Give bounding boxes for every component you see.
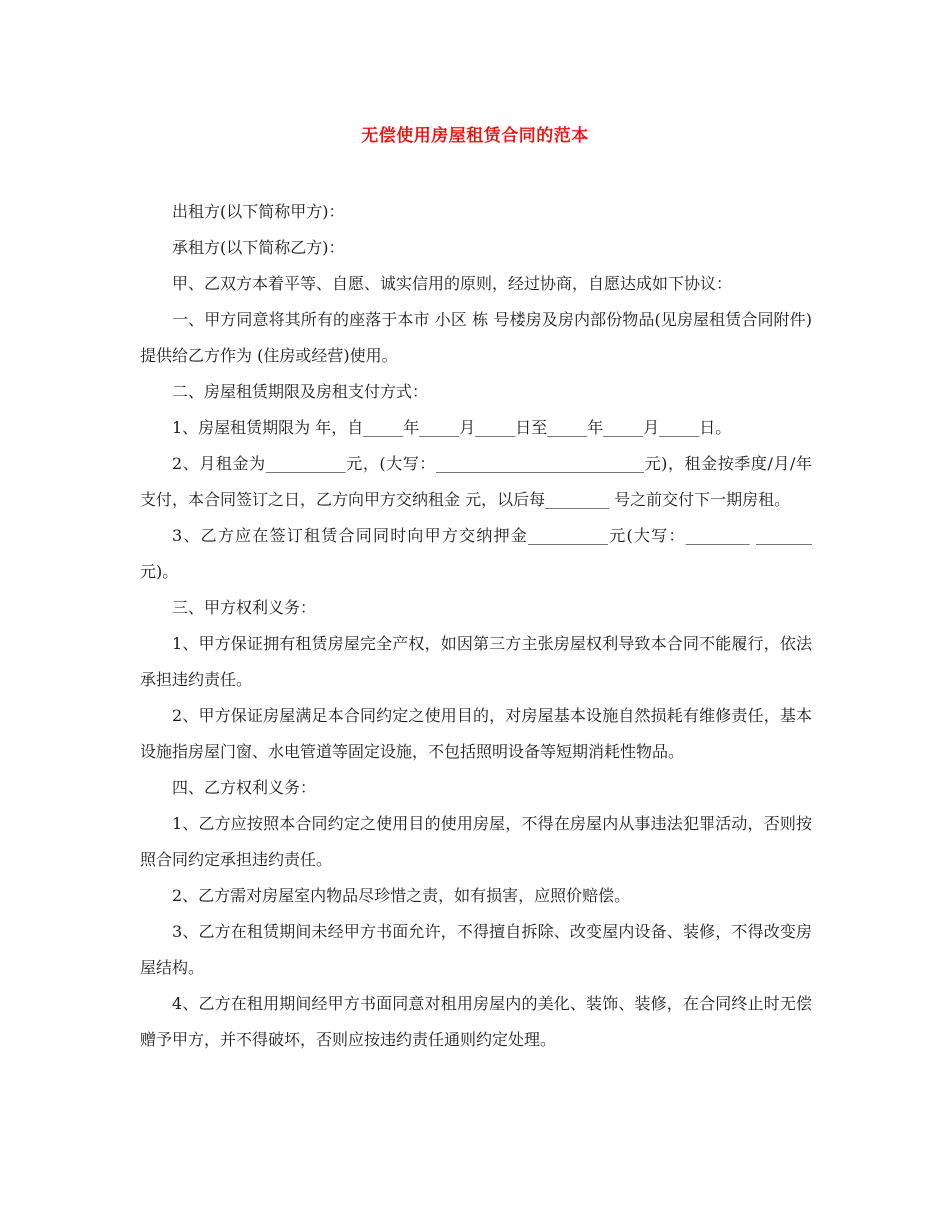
section-2-heading: 二、房屋租赁期限及房租支付方式：: [172, 382, 429, 401]
preamble-paragraph: 甲、乙双方本着平等、自愿、诚实信用的原则，经过协商，自愿达成如下协议：: [172, 274, 733, 293]
clause-3-2-paragraph: 2、甲方保证房屋满足本合同约定之使用目的，对房屋基本设施自然损耗有维修责任，基本设施指房屋门窗、水电管道等固定设施，不包括照明设备等短期消耗性物品。: [140, 706, 812, 761]
clause-2-3-paragraph: 3、乙方应在签订租赁合同同时向甲方交纳押金__________元(大写：________ _______元)。: [140, 526, 812, 581]
party-a-line: 出租方(以下简称甲方)：: [172, 202, 345, 221]
section-3-heading: 三、甲方权利义务：: [172, 598, 317, 617]
party-b-line: 承租方(以下简称乙方)：: [172, 238, 345, 257]
clause-4-4-paragraph: 4、乙方在租用期间经甲方书面同意对租用房屋内的美化、装饰、装修，在合同终止时无偿赠予甲方，并不得破坏，否则应按违约责任通则约定处理。: [140, 994, 812, 1049]
clause-4-1-paragraph: 1、乙方应按照本合同约定之使用目的使用房屋，不得在房屋内从事违法犯罪活动，否则按照合同约定承担违约责任。: [140, 814, 812, 869]
clause-3-1-paragraph: 1、甲方保证拥有租赁房屋完全产权，如因第三方主张房屋权利导致本合同不能履行，依法承担违约责任。: [140, 634, 812, 689]
clause-4-3-paragraph: 3、乙方在租赁期间未经甲方书面允许，不得擅自拆除、改变屋内设备、装修，不得改变房屋结构。: [140, 922, 812, 977]
document-title: 无偿使用房屋租赁合同的范本: [361, 126, 589, 146]
clause-1-paragraph: 一、甲方同意将其所有的座落于本市 小区 栋 号楼房及房内部份物品(见房屋租赁合同附件)提供给乙方作为 (住房或经营)使用。: [140, 310, 812, 365]
section-4-heading: 四、乙方权利义务：: [172, 778, 317, 797]
document-body: [140, 194, 812, 1058]
clause-2-2-paragraph: 2、月租金为__________元，(大写：__________________________元)，租金按季度/月/年支付，本合同签订之日，乙方向甲方交纳租金 元，以后每________ 号之前交付下一期房租。: [140, 454, 812, 509]
clause-4-2-paragraph: 2、乙方需对房屋室内物品尽珍惜之责，如有损害，应照价赔偿。: [172, 886, 631, 905]
clause-2-1-paragraph: 1、房屋租赁期限为 年，自_____年_____月_____日至_____年_____月_____日。: [172, 418, 732, 437]
